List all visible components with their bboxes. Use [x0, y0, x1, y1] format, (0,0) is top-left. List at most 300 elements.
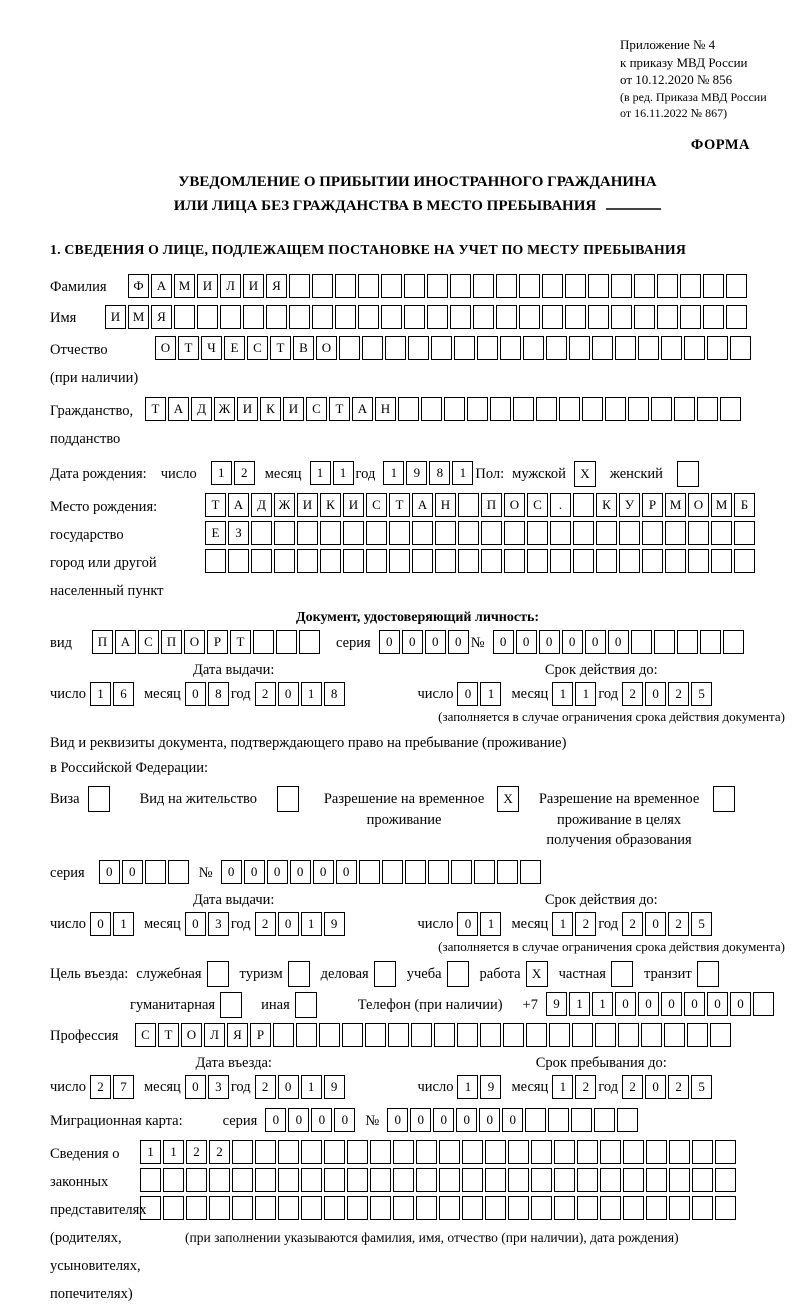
char-cell[interactable]: 0 [638, 992, 659, 1016]
char-cell[interactable] [565, 305, 586, 329]
char-cell[interactable] [490, 397, 511, 421]
char-cell[interactable] [457, 1023, 478, 1047]
char-cell[interactable]: 0 [539, 630, 560, 654]
char-cell[interactable] [619, 521, 640, 545]
char-cell[interactable] [439, 1196, 460, 1220]
char-cell[interactable] [393, 1168, 414, 1192]
char-cell[interactable] [582, 397, 603, 421]
purpose-study-checkbox[interactable] [447, 961, 469, 987]
char-cell[interactable] [688, 521, 709, 545]
char-cell[interactable]: 2 [668, 682, 689, 706]
char-cell[interactable] [266, 305, 287, 329]
char-cell[interactable] [692, 1168, 713, 1192]
char-cell[interactable] [600, 1196, 621, 1220]
char-cell[interactable] [527, 521, 548, 545]
char-cell[interactable]: 5 [691, 682, 712, 706]
purpose-other-checkbox[interactable] [295, 992, 317, 1018]
char-cell[interactable]: 1 [211, 461, 232, 485]
char-cell[interactable] [370, 1196, 391, 1220]
char-cell[interactable] [600, 1168, 621, 1192]
char-cell[interactable] [434, 1023, 455, 1047]
char-cell[interactable]: П [161, 630, 182, 654]
char-cell[interactable] [496, 305, 517, 329]
char-cell[interactable] [711, 549, 732, 573]
char-cell[interactable]: 2 [90, 1075, 111, 1099]
char-cell[interactable]: С [138, 630, 159, 654]
char-cell[interactable] [255, 1168, 276, 1192]
char-cell[interactable]: Б [734, 493, 755, 517]
char-cell[interactable] [508, 1168, 529, 1192]
char-cell[interactable]: С [366, 493, 387, 517]
char-cell[interactable]: М [128, 305, 149, 329]
char-cell[interactable] [412, 549, 433, 573]
char-cell[interactable] [462, 1196, 483, 1220]
char-cell[interactable] [347, 1168, 368, 1192]
char-cell[interactable]: Д [191, 397, 212, 421]
char-cell[interactable] [674, 397, 695, 421]
char-cell[interactable]: 2 [255, 682, 276, 706]
char-cell[interactable] [554, 1140, 575, 1164]
char-cell[interactable]: 2 [668, 1075, 689, 1099]
char-cell[interactable] [255, 1140, 276, 1164]
char-cell[interactable] [588, 305, 609, 329]
char-cell[interactable] [324, 1168, 345, 1192]
char-cell[interactable]: 0 [615, 992, 636, 1016]
char-cell[interactable]: . [550, 493, 571, 517]
char-cell[interactable] [651, 397, 672, 421]
char-cell[interactable] [365, 1023, 386, 1047]
char-cell[interactable] [458, 549, 479, 573]
char-cell[interactable]: 2 [234, 461, 255, 485]
char-cell[interactable]: 0 [410, 1108, 431, 1132]
char-cell[interactable]: 0 [402, 630, 423, 654]
char-cell[interactable] [428, 860, 449, 884]
char-cell[interactable] [347, 1196, 368, 1220]
char-cell[interactable]: Т [230, 630, 251, 654]
char-cell[interactable] [450, 274, 471, 298]
char-cell[interactable] [569, 336, 590, 360]
char-cell[interactable]: 0 [290, 860, 311, 884]
char-cell[interactable]: 1 [480, 912, 501, 936]
char-cell[interactable]: 0 [311, 1108, 332, 1132]
char-cell[interactable]: С [247, 336, 268, 360]
purpose-tourism-checkbox[interactable] [288, 961, 310, 987]
char-cell[interactable] [462, 1140, 483, 1164]
char-cell[interactable] [665, 549, 686, 573]
char-cell[interactable] [559, 397, 580, 421]
char-cell[interactable] [646, 1196, 667, 1220]
char-cell[interactable] [520, 860, 541, 884]
char-cell[interactable] [531, 1196, 552, 1220]
char-cell[interactable] [508, 1196, 529, 1220]
char-cell[interactable]: 1 [457, 1075, 478, 1099]
char-cell[interactable]: 2 [186, 1140, 207, 1164]
char-cell[interactable] [370, 1168, 391, 1192]
char-cell[interactable]: 2 [622, 912, 643, 936]
char-cell[interactable]: 9 [406, 461, 427, 485]
char-cell[interactable] [504, 521, 525, 545]
char-cell[interactable]: М [174, 274, 195, 298]
char-cell[interactable] [710, 1023, 731, 1047]
char-cell[interactable] [549, 1023, 570, 1047]
char-cell[interactable]: Е [224, 336, 245, 360]
char-cell[interactable]: 2 [668, 912, 689, 936]
char-cell[interactable]: 2 [575, 1075, 596, 1099]
char-cell[interactable] [577, 1168, 598, 1192]
char-cell[interactable] [381, 274, 402, 298]
char-cell[interactable]: Ж [214, 397, 235, 421]
char-cell[interactable]: У [619, 493, 640, 517]
char-cell[interactable]: 1 [569, 992, 590, 1016]
char-cell[interactable]: 1 [113, 912, 134, 936]
char-cell[interactable]: И [237, 397, 258, 421]
char-cell[interactable] [255, 1196, 276, 1220]
char-cell[interactable]: А [352, 397, 373, 421]
char-cell[interactable] [711, 521, 732, 545]
char-cell[interactable] [343, 521, 364, 545]
char-cell[interactable] [342, 1023, 363, 1047]
temp-residence-checkbox[interactable]: X [497, 786, 519, 812]
char-cell[interactable] [278, 1196, 299, 1220]
char-cell[interactable] [209, 1168, 230, 1192]
char-cell[interactable] [619, 549, 640, 573]
char-cell[interactable]: 0 [730, 992, 751, 1016]
char-cell[interactable]: 3 [208, 912, 229, 936]
char-cell[interactable]: Я [151, 305, 172, 329]
char-cell[interactable] [536, 397, 557, 421]
char-cell[interactable]: 0 [122, 860, 143, 884]
char-cell[interactable] [347, 1140, 368, 1164]
char-cell[interactable] [385, 336, 406, 360]
char-cell[interactable] [427, 305, 448, 329]
char-cell[interactable] [677, 630, 698, 654]
char-cell[interactable] [504, 549, 525, 573]
char-cell[interactable] [439, 1168, 460, 1192]
char-cell[interactable]: 0 [516, 630, 537, 654]
char-cell[interactable] [140, 1168, 161, 1192]
purpose-transit-checkbox[interactable] [697, 961, 719, 987]
sex-female-checkbox[interactable] [677, 461, 699, 487]
char-cell[interactable] [657, 274, 678, 298]
char-cell[interactable] [278, 1140, 299, 1164]
char-cell[interactable] [174, 305, 195, 329]
char-cell[interactable] [572, 1023, 593, 1047]
char-cell[interactable] [477, 336, 498, 360]
char-cell[interactable] [335, 274, 356, 298]
char-cell[interactable] [232, 1168, 253, 1192]
char-cell[interactable] [274, 521, 295, 545]
char-cell[interactable] [715, 1140, 736, 1164]
char-cell[interactable] [523, 336, 544, 360]
char-cell[interactable] [220, 305, 241, 329]
char-cell[interactable] [592, 336, 613, 360]
char-cell[interactable]: 0 [278, 1075, 299, 1099]
char-cell[interactable] [335, 305, 356, 329]
char-cell[interactable]: 0 [265, 1108, 286, 1132]
char-cell[interactable] [404, 305, 425, 329]
char-cell[interactable]: 2 [622, 1075, 643, 1099]
char-cell[interactable] [641, 1023, 662, 1047]
char-cell[interactable] [577, 1140, 598, 1164]
char-cell[interactable] [451, 860, 472, 884]
char-cell[interactable] [715, 1196, 736, 1220]
char-cell[interactable] [688, 549, 709, 573]
char-cell[interactable] [723, 630, 744, 654]
char-cell[interactable] [527, 549, 548, 573]
char-cell[interactable] [296, 1023, 317, 1047]
char-cell[interactable] [550, 549, 571, 573]
char-cell[interactable]: 0 [185, 682, 206, 706]
char-cell[interactable]: 0 [707, 992, 728, 1016]
char-cell[interactable] [389, 521, 410, 545]
char-cell[interactable] [473, 305, 494, 329]
char-cell[interactable]: 0 [278, 682, 299, 706]
char-cell[interactable] [205, 549, 226, 573]
char-cell[interactable] [458, 493, 479, 517]
char-cell[interactable]: 1 [552, 1075, 573, 1099]
char-cell[interactable]: М [665, 493, 686, 517]
char-cell[interactable]: 0 [502, 1108, 523, 1132]
char-cell[interactable] [273, 1023, 294, 1047]
char-cell[interactable] [680, 305, 701, 329]
char-cell[interactable]: Ф [128, 274, 149, 298]
char-cell[interactable] [458, 521, 479, 545]
char-cell[interactable] [595, 1023, 616, 1047]
char-cell[interactable]: 6 [113, 682, 134, 706]
char-cell[interactable] [320, 521, 341, 545]
char-cell[interactable] [163, 1168, 184, 1192]
char-cell[interactable] [573, 493, 594, 517]
char-cell[interactable]: О [688, 493, 709, 517]
char-cell[interactable] [700, 630, 721, 654]
char-cell[interactable]: 1 [140, 1140, 161, 1164]
char-cell[interactable] [692, 1140, 713, 1164]
char-cell[interactable] [611, 305, 632, 329]
char-cell[interactable]: 0 [278, 912, 299, 936]
char-cell[interactable]: 0 [185, 1075, 206, 1099]
char-cell[interactable]: 0 [585, 630, 606, 654]
char-cell[interactable]: О [504, 493, 525, 517]
char-cell[interactable] [408, 336, 429, 360]
char-cell[interactable] [485, 1140, 506, 1164]
char-cell[interactable] [362, 336, 383, 360]
char-cell[interactable] [481, 521, 502, 545]
char-cell[interactable]: И [343, 493, 364, 517]
char-cell[interactable]: 0 [456, 1108, 477, 1132]
char-cell[interactable]: О [316, 336, 337, 360]
char-cell[interactable]: З [228, 521, 249, 545]
char-cell[interactable] [525, 1108, 546, 1132]
char-cell[interactable]: Т [178, 336, 199, 360]
char-cell[interactable] [726, 274, 747, 298]
char-cell[interactable]: 0 [608, 630, 629, 654]
char-cell[interactable]: А [228, 493, 249, 517]
char-cell[interactable]: 5 [691, 1075, 712, 1099]
char-cell[interactable] [398, 397, 419, 421]
char-cell[interactable] [687, 1023, 708, 1047]
char-cell[interactable]: М [711, 493, 732, 517]
char-cell[interactable] [480, 1023, 501, 1047]
char-cell[interactable]: 0 [562, 630, 583, 654]
char-cell[interactable]: П [92, 630, 113, 654]
char-cell[interactable] [600, 1140, 621, 1164]
char-cell[interactable]: 0 [244, 860, 265, 884]
char-cell[interactable] [596, 521, 617, 545]
char-cell[interactable]: 5 [691, 912, 712, 936]
char-cell[interactable] [485, 1168, 506, 1192]
char-cell[interactable]: К [320, 493, 341, 517]
char-cell[interactable] [450, 305, 471, 329]
char-cell[interactable]: И [243, 274, 264, 298]
char-cell[interactable]: 2 [575, 912, 596, 936]
char-cell[interactable] [416, 1196, 437, 1220]
char-cell[interactable]: 0 [90, 912, 111, 936]
char-cell[interactable]: И [297, 493, 318, 517]
char-cell[interactable] [554, 1168, 575, 1192]
char-cell[interactable]: Н [435, 493, 456, 517]
char-cell[interactable] [513, 397, 534, 421]
char-cell[interactable] [370, 1140, 391, 1164]
char-cell[interactable]: 0 [387, 1108, 408, 1132]
char-cell[interactable] [301, 1140, 322, 1164]
char-cell[interactable]: 0 [185, 912, 206, 936]
char-cell[interactable] [405, 860, 426, 884]
char-cell[interactable] [358, 305, 379, 329]
char-cell[interactable]: 0 [99, 860, 120, 884]
char-cell[interactable] [634, 274, 655, 298]
char-cell[interactable]: 1 [452, 461, 473, 485]
char-cell[interactable] [474, 860, 495, 884]
char-cell[interactable] [319, 1023, 340, 1047]
char-cell[interactable] [251, 549, 272, 573]
char-cell[interactable]: 1 [301, 682, 322, 706]
char-cell[interactable] [389, 549, 410, 573]
char-cell[interactable]: Ж [274, 493, 295, 517]
char-cell[interactable] [697, 397, 718, 421]
char-cell[interactable] [623, 1168, 644, 1192]
char-cell[interactable] [642, 549, 663, 573]
char-cell[interactable]: 0 [457, 912, 478, 936]
char-cell[interactable]: Д [251, 493, 272, 517]
char-cell[interactable] [339, 336, 360, 360]
char-cell[interactable] [359, 860, 380, 884]
char-cell[interactable]: 9 [324, 912, 345, 936]
char-cell[interactable]: Ч [201, 336, 222, 360]
char-cell[interactable] [253, 630, 274, 654]
char-cell[interactable] [519, 305, 540, 329]
char-cell[interactable]: И [197, 274, 218, 298]
char-cell[interactable] [467, 397, 488, 421]
char-cell[interactable]: Т [389, 493, 410, 517]
char-cell[interactable]: А [412, 493, 433, 517]
purpose-business-checkbox[interactable] [374, 961, 396, 987]
char-cell[interactable] [554, 1196, 575, 1220]
char-cell[interactable]: Я [266, 274, 287, 298]
char-cell[interactable] [485, 1196, 506, 1220]
char-cell[interactable] [615, 336, 636, 360]
char-cell[interactable]: 8 [429, 461, 450, 485]
char-cell[interactable]: 1 [301, 912, 322, 936]
char-cell[interactable] [692, 1196, 713, 1220]
char-cell[interactable] [416, 1140, 437, 1164]
char-cell[interactable] [618, 1023, 639, 1047]
char-cell[interactable]: Н [375, 397, 396, 421]
char-cell[interactable] [642, 521, 663, 545]
char-cell[interactable]: 1 [90, 682, 111, 706]
char-cell[interactable]: Т [145, 397, 166, 421]
char-cell[interactable] [186, 1168, 207, 1192]
char-cell[interactable]: 1 [552, 682, 573, 706]
char-cell[interactable] [312, 274, 333, 298]
char-cell[interactable] [366, 521, 387, 545]
char-cell[interactable]: 0 [288, 1108, 309, 1132]
char-cell[interactable] [631, 630, 652, 654]
char-cell[interactable]: 0 [493, 630, 514, 654]
char-cell[interactable]: И [105, 305, 126, 329]
char-cell[interactable]: Л [220, 274, 241, 298]
char-cell[interactable]: Р [642, 493, 663, 517]
char-cell[interactable] [588, 274, 609, 298]
char-cell[interactable] [707, 336, 728, 360]
char-cell[interactable] [209, 1196, 230, 1220]
char-cell[interactable] [388, 1023, 409, 1047]
char-cell[interactable]: 1 [310, 461, 331, 485]
char-cell[interactable] [381, 305, 402, 329]
char-cell[interactable] [546, 336, 567, 360]
char-cell[interactable]: С [527, 493, 548, 517]
char-cell[interactable]: 2 [255, 1075, 276, 1099]
char-cell[interactable] [573, 549, 594, 573]
char-cell[interactable]: 3 [208, 1075, 229, 1099]
char-cell[interactable] [431, 336, 452, 360]
char-cell[interactable] [481, 549, 502, 573]
char-cell[interactable]: 0 [334, 1108, 355, 1132]
char-cell[interactable] [531, 1140, 552, 1164]
char-cell[interactable] [634, 305, 655, 329]
char-cell[interactable] [140, 1196, 161, 1220]
char-cell[interactable]: 1 [333, 461, 354, 485]
char-cell[interactable]: 0 [313, 860, 334, 884]
char-cell[interactable]: О [184, 630, 205, 654]
char-cell[interactable] [496, 274, 517, 298]
char-cell[interactable] [654, 630, 675, 654]
char-cell[interactable]: Е [205, 521, 226, 545]
char-cell[interactable] [393, 1140, 414, 1164]
char-cell[interactable] [404, 274, 425, 298]
char-cell[interactable] [684, 336, 705, 360]
char-cell[interactable] [411, 1023, 432, 1047]
char-cell[interactable] [594, 1108, 615, 1132]
char-cell[interactable]: О [155, 336, 176, 360]
char-cell[interactable] [571, 1108, 592, 1132]
char-cell[interactable] [251, 521, 272, 545]
char-cell[interactable] [454, 336, 475, 360]
char-cell[interactable] [726, 305, 747, 329]
char-cell[interactable] [232, 1140, 253, 1164]
char-cell[interactable] [753, 992, 774, 1016]
char-cell[interactable] [550, 521, 571, 545]
char-cell[interactable] [444, 397, 465, 421]
char-cell[interactable] [661, 336, 682, 360]
char-cell[interactable]: Р [207, 630, 228, 654]
char-cell[interactable] [734, 549, 755, 573]
char-cell[interactable]: 0 [645, 682, 666, 706]
char-cell[interactable]: Р [250, 1023, 271, 1047]
char-cell[interactable] [145, 860, 166, 884]
char-cell[interactable]: А [168, 397, 189, 421]
char-cell[interactable] [617, 1108, 638, 1132]
char-cell[interactable] [462, 1168, 483, 1192]
